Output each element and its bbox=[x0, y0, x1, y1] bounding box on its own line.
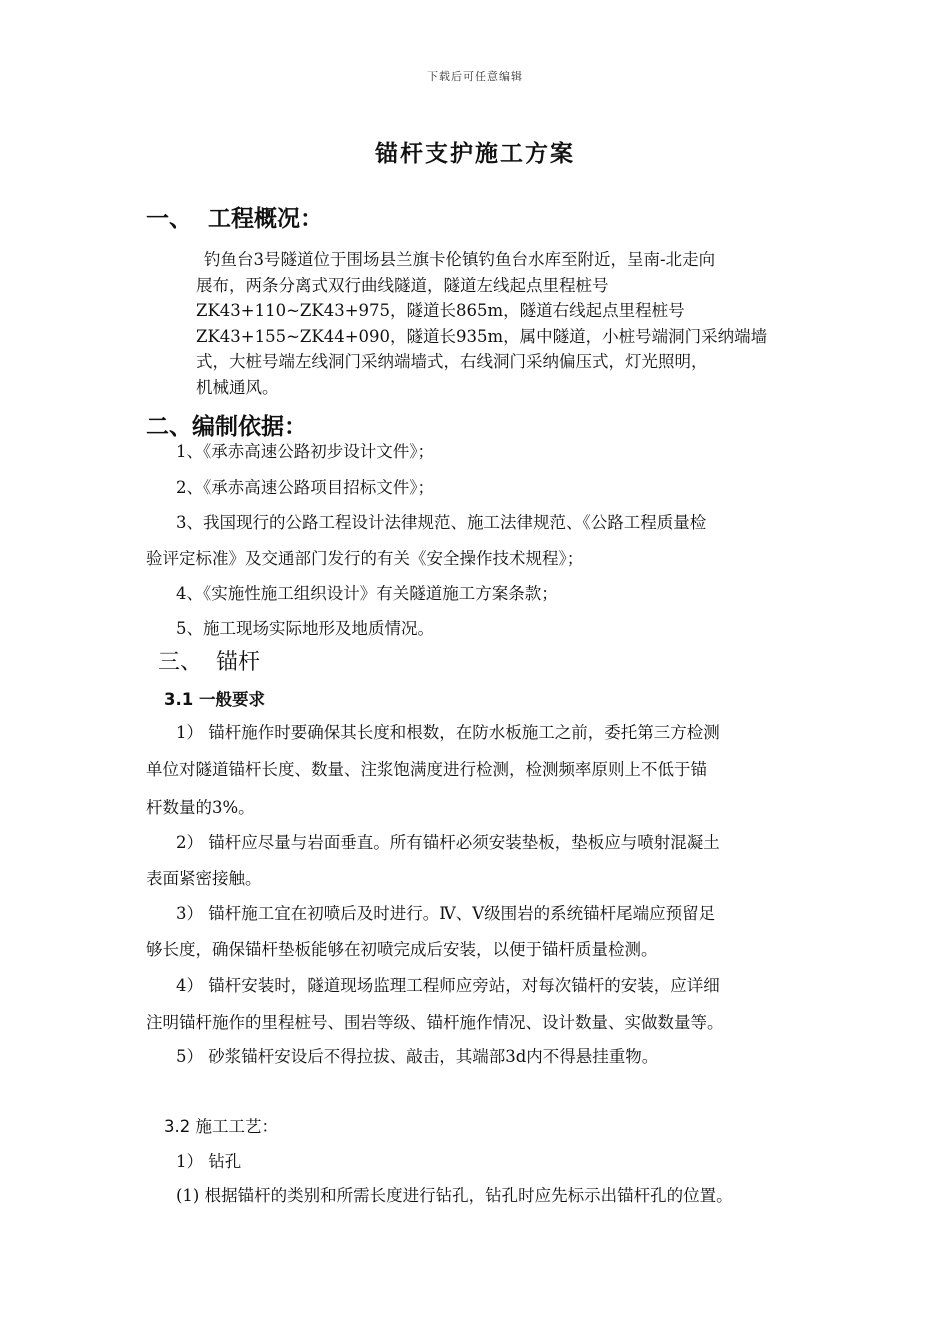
basis-item-continuation: 验评定标准》及交通部门发行的有关《安全操作技术规程》； bbox=[146, 549, 584, 568]
basis-item: 3、我国现行的公路工程设计法律规范、施工法律规范、《公路工程质量检 bbox=[176, 513, 707, 532]
basis-item: 1、《承赤高速公路初步设计文件》； bbox=[176, 442, 434, 461]
section-2-heading: 二、编制依据： bbox=[146, 414, 307, 440]
overview-line: 钓鱼台3号隧道位于围场县兰旗卡伦镇钓鱼台水库至附近，呈南-北走向 bbox=[204, 250, 716, 269]
requirement-line: 3） 锚杆施工宜在初喷后及时进行。Ⅳ、Ⅴ级围岩的系统锚杆尾端应预留足 bbox=[176, 904, 716, 923]
basis-item: 2、《承赤高速公路项目招标文件》； bbox=[176, 478, 434, 497]
requirement-line: 单位对隧道锚杆长度、数量、注浆饱满度进行检测，检测频率原则上不低于锚 bbox=[146, 760, 707, 779]
document-title: 锚杆支护施工方案 bbox=[375, 141, 575, 167]
requirement-line: 2） 锚杆应尽量与岩面垂直。所有锚杆必须安装垫板，垫板应与喷射混凝土 bbox=[176, 833, 720, 852]
basis-item: 5、施工现场实际地形及地质情况。 bbox=[176, 619, 434, 638]
section-1-heading: 一、 工程概况： bbox=[146, 206, 324, 232]
process-step: (1) 根据锚杆的类别和所需长度进行钻孔，钻孔时应先标示出锚杆孔的位置。 bbox=[176, 1186, 733, 1205]
overview-line: 展布，两条分离式双行曲线隧道，隧道左线起点里程桩号 bbox=[196, 275, 609, 295]
overview-line: ZK43+155~ZK44+090，隧道长935m，属中隧道，小桩号端洞门采纳端墙 bbox=[196, 326, 768, 346]
header-note: 下载后可任意编辑 bbox=[427, 70, 523, 83]
overview-line: 式，大桩号端左线洞门采纳端墙式，右线洞门采纳偏压式，灯光照明， bbox=[196, 352, 708, 371]
requirement-line: 4） 锚杆安装时，隧道现场监理工程师应旁站，对每次锚杆的安装，应详细 bbox=[176, 976, 720, 995]
requirement-line: 表面紧密接触。 bbox=[146, 869, 262, 888]
subsection-3-2-title: 3.2 施工工艺： bbox=[164, 1117, 278, 1136]
process-step: 1） 钻孔 bbox=[176, 1152, 242, 1171]
requirement-line: 注明锚杆施作的里程桩号、围岩等级、锚杆施作情况、设计数量、实做数量等。 bbox=[146, 1013, 724, 1032]
subsection-3-1-title: 3.1 一般要求 bbox=[164, 690, 265, 709]
requirement-line: 够长度，确保锚杆垫板能够在初喷完成后安装，以便于锚杆质量检测。 bbox=[146, 940, 658, 959]
project-overview-paragraph bbox=[196, 247, 806, 400]
basis-item: 4、《实施性施工组织设计》有关隧道施工方案条款； bbox=[176, 584, 558, 603]
section-3-heading: 三、 锚杆 bbox=[158, 650, 260, 675]
overview-line: ZK43+110~ZK43+975，隧道长865m，隧道右线起点里程桩号 bbox=[196, 301, 685, 320]
requirement-line: 5） 砂浆锚杆安设后不得拉拔、敲击，其端部3d内不得悬挂重物。 bbox=[176, 1047, 659, 1066]
requirement-line: 杆数量的3%。 bbox=[146, 798, 255, 817]
overview-line: 机械通风。 bbox=[196, 377, 279, 397]
requirement-line: 1） 锚杆施作时要确保其长度和根数，在防水板施工之前，委托第三方检测 bbox=[176, 723, 720, 742]
